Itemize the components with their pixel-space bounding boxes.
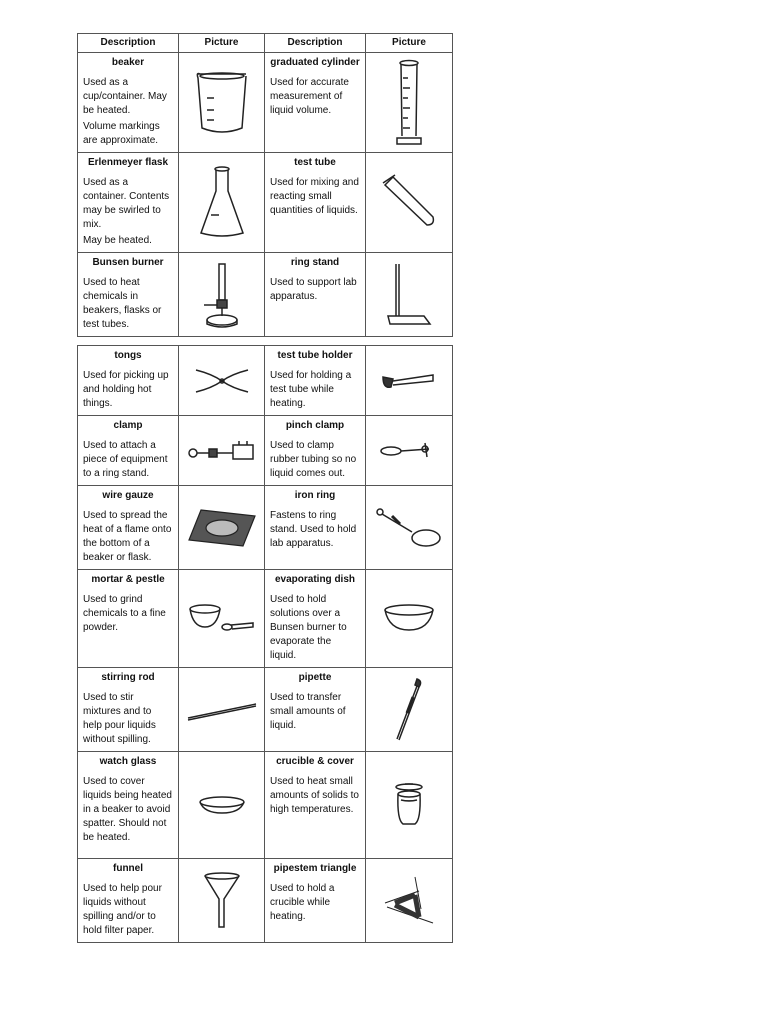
item-text: Used to support lab apparatus. (270, 277, 357, 302)
watch-glass-icon (179, 752, 265, 859)
item-text: Used to clamp rubber tubing so no liquid comes out. (270, 440, 357, 479)
item-pipestem-triangle (265, 859, 366, 943)
item-text: Used for accurate measurement of liquid volume. (270, 77, 349, 116)
table-row (78, 416, 453, 486)
item-text: Used to spread the heat of a flame onto the bottom of a beaker or flask. (83, 510, 172, 563)
item-watch-glass (78, 752, 179, 859)
lab-equipment-sheet (77, 33, 452, 943)
item-bunsen-burner (78, 253, 179, 337)
item-text: Used as a cup/container. May be heated. (83, 77, 167, 116)
item-name: beaker (111, 57, 145, 68)
item-name: clamp (113, 420, 143, 431)
item-text: Used for holding a test tube while heating. (270, 370, 352, 409)
item-text: Used to hold solutions over a Bunsen burner to evaporate the liquid. (270, 594, 347, 661)
pipestem-triangle-icon (366, 859, 453, 943)
header-picture-2: Picture (366, 34, 453, 53)
item-text: Used to grind chemicals to a fine powder. (83, 594, 166, 633)
table-row (78, 752, 453, 859)
item-text: Used as a container. Contents may be swirled to mix. (83, 177, 170, 230)
item-pinch-clamp (265, 416, 366, 486)
tongs-icon (179, 346, 265, 416)
beaker-icon (179, 53, 265, 153)
table-row (78, 253, 453, 337)
test-tube-icon (366, 153, 453, 253)
item-name: stirring rod (101, 672, 155, 683)
header-description-2: Description (265, 34, 366, 53)
pipette-icon (366, 668, 453, 752)
table-row (78, 53, 453, 153)
item-text: Used to heat chemicals in beakers, flasks or test tubes. (83, 277, 162, 330)
equipment-table-1 (77, 33, 453, 337)
item-test-tube (265, 153, 366, 253)
item-text: Used for picking up and holding hot things. (83, 370, 169, 409)
item-name: pipette (298, 672, 332, 683)
item-text: Fastens to ring stand. Used to hold lab apparatus. (270, 510, 357, 549)
item-erlenmeyer-flask (78, 153, 179, 253)
item-name: mortar & pestle (91, 574, 165, 585)
item-name: ring stand (290, 257, 340, 268)
item-name: funnel (113, 863, 143, 874)
item-tongs (78, 346, 179, 416)
item-pipette (265, 668, 366, 752)
item-name: graduated cylinder (270, 57, 360, 68)
header-picture: Picture (179, 34, 265, 53)
table-row (78, 859, 453, 943)
test-tube-holder-icon (366, 346, 453, 416)
item-name: wire gauze (102, 490, 154, 501)
item-name: pinch clamp (285, 420, 345, 431)
equipment-table-2 (77, 345, 453, 943)
item-text: Used to help pour liquids without spilling and/or to hold filter paper. (83, 883, 162, 936)
graduated-cylinder-icon (366, 53, 453, 153)
crucible-cover-icon (366, 752, 453, 859)
item-crucible-cover (265, 752, 366, 859)
item-text: May be heated. (83, 235, 152, 246)
table-row (78, 486, 453, 570)
item-ring-stand (265, 253, 366, 337)
item-mortar-pestle (78, 570, 179, 668)
item-name: test tube (294, 157, 336, 168)
item-text: Used to transfer small amounts of liquid. (270, 692, 346, 731)
table-row (78, 570, 453, 668)
item-clamp (78, 416, 179, 486)
erlenmeyer-flask-icon (179, 153, 265, 253)
header-row (78, 34, 453, 53)
item-text: Used for mixing and reacting small quantities of liquids. (270, 177, 359, 216)
item-name: crucible & cover (276, 756, 354, 767)
item-funnel (78, 859, 179, 943)
table-row (78, 346, 453, 416)
bunsen-burner-icon (179, 253, 265, 337)
evaporating-dish-icon (366, 570, 453, 668)
item-test-tube-holder (265, 346, 366, 416)
item-name: test tube holder (277, 350, 353, 361)
funnel-icon (179, 859, 265, 943)
item-evaporating-dish (265, 570, 366, 668)
item-name: iron ring (294, 490, 336, 501)
item-name: Bunsen burner (92, 257, 164, 268)
item-stirring-rod (78, 668, 179, 752)
header-description: Description (78, 34, 179, 53)
table-row (78, 153, 453, 253)
item-text: Used to attach a piece of equipment to a ring stand. (83, 440, 168, 479)
item-text: Used to cover liquids being heated in a beaker to avoid spatter. Should not be heated. (83, 776, 172, 843)
item-name: evaporating dish (274, 574, 355, 585)
item-name: pipestem triangle (273, 863, 357, 874)
item-graduated-cylinder (265, 53, 366, 153)
pinch-clamp-icon (366, 416, 453, 486)
ring-stand-icon (366, 253, 453, 337)
iron-ring-icon (366, 486, 453, 570)
item-wire-gauze (78, 486, 179, 570)
stirring-rod-icon (179, 668, 265, 752)
item-text: Used to stir mixtures and to help pour liquids without spilling. (83, 692, 156, 745)
item-name: tongs (114, 350, 142, 361)
item-text: Volume markings are approximate. (83, 121, 160, 146)
table-row (78, 668, 453, 752)
item-text: Used to hold a crucible while heating. (270, 883, 335, 922)
mortar-pestle-icon (179, 570, 265, 668)
item-beaker (78, 53, 179, 153)
item-name: Erlenmeyer flask (87, 157, 169, 168)
item-iron-ring (265, 486, 366, 570)
item-name: watch glass (99, 756, 157, 767)
wire-gauze-icon (179, 486, 265, 570)
item-text: Used to heat small amounts of solids to high temperatures. (270, 776, 359, 815)
clamp-icon (179, 416, 265, 486)
